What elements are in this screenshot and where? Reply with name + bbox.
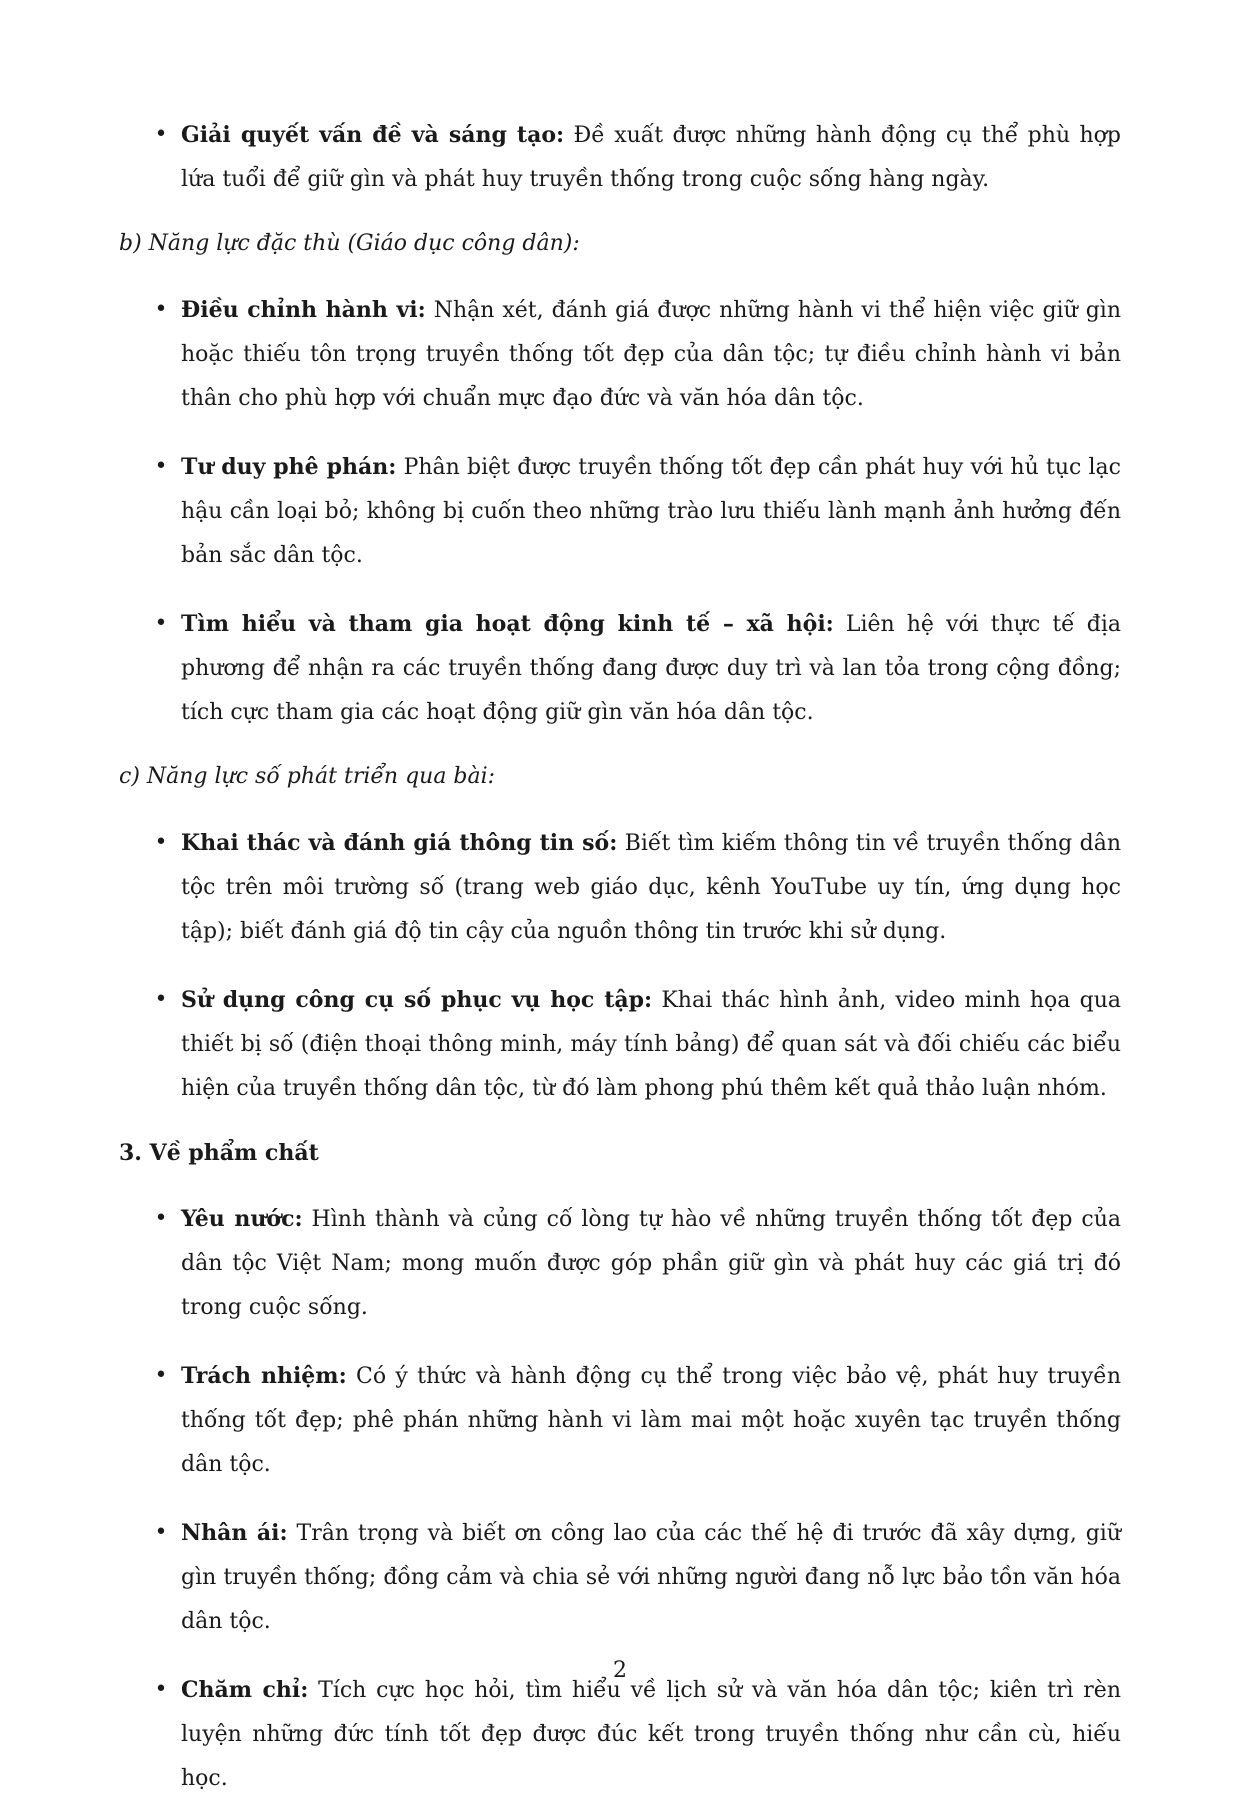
item-text: Đề xuất được những hành động cụ thể phù hợp lứa tuổi để giữ gìn và phát huy truyền thống trong cuộc sống hàng ngày. [181,123,1121,192]
list-item [154,288,1121,421]
subheading-b: b) Năng lực đặc thù (Giáo dục công dân): [119,231,580,256]
list-item [154,602,1121,735]
section-b-list [119,288,1121,735]
item-term: Nhân ái: [181,1520,288,1546]
section-heading-3: 3. Về phẩm chất [119,1140,319,1166]
item-text: Có ý thức và hành động cụ thể trong việc bảo vệ, phát huy truyền thống tốt đẹp; phê phán những hành vi làm mai một hoặc xuyên tạc truyền thống dân tộc. [181,1364,1122,1477]
item-text: Phân biệt được truyền thống tốt đẹp cần phát huy với hủ tục lạc hậu cần loại bỏ; không bị cuốn theo những trào lưu thiếu lành mạnh ảnh hưởng đến bản sắc dân tộc. [181,455,1121,568]
bullet-icon: • [154,987,168,1012]
list-item [154,1354,1122,1487]
item-text: Biết tìm kiếm thông tin về truyền thống dân tộc trên môi trường số (trang web giáo dục, kênh YouTube uy tín, ứng dụng học tập); biết đánh giá độ tin cậy của nguồn thông tin trước khi sử dụng. [181,831,1122,944]
bullet-icon: • [154,1520,168,1545]
section-3-list [119,1197,1121,1801]
bullet-icon: • [154,122,168,147]
list-item [154,445,1121,578]
bullet-icon: • [154,1206,168,1231]
list-item [154,113,1121,202]
item-term: Trách nhiệm: [181,1363,347,1389]
bullet-icon: • [154,830,168,855]
list-item [154,1197,1122,1330]
item-text: Trân trọng và biết ơn công lao của các thế hệ đi trước đã xây dựng, giữ gìn truyền thống; đồng cảm và chia sẻ với những người đang nỗ lực bảo tồn văn hóa dân tộc. [181,1521,1122,1634]
list-item [154,1668,1121,1801]
item-term: Khai thác và đánh giá thông tin số: [181,830,618,856]
bullet-icon: • [154,454,168,479]
bullet-icon: • [154,611,168,636]
subheading-c: c) Năng lực số phát triển qua bài: [119,764,496,789]
bullet-icon: • [154,1677,168,1702]
page-content [119,113,1121,1801]
item-text: Liên hệ với thực tế địa phương để nhận ra các truyền thống đang được duy trì và lan tỏa trong cộng đồng; tích cực tham gia các hoạt động giữ gìn văn hóa dân tộc. [181,612,1121,725]
item-term: Giải quyết vấn đề và sáng tạo: [181,122,565,148]
list-item [154,821,1122,954]
item-term: Tìm hiểu và tham gia hoạt động kinh tế – xã hội: [181,611,834,637]
item-term: Điều chỉnh hành vi: [181,297,426,323]
item-text: Khai thác hình ảnh, video minh họa qua thiết bị số (điện thoại thông minh, máy tính bảng) để quan sát và đối chiếu các biểu hiện của truyền thống dân tộc, từ đó làm phong phú thêm kết quả thảo luận nhóm. [181,988,1121,1101]
item-text: Hình thành và củng cố lòng tự hào về những truyền thống tốt đẹp của dân tộc Việt Nam; mong muốn được góp phần giữ gìn và phát huy các giá trị đó trong cuộc sống. [181,1207,1122,1320]
page-number: 2 [613,1658,627,1683]
item-term: Sử dụng công cụ số phục vụ học tập: [181,987,653,1013]
item-term: Chăm chỉ: [181,1677,309,1703]
list-item [154,1511,1122,1644]
item-text: Nhận xét, đánh giá được những hành vi thể hiện việc giữ gìn hoặc thiếu tôn trọng truyền thống tốt đẹp của dân tộc; tự điều chỉnh hành vi bản thân cho phù hợp với chuẩn mực đạo đức và văn hóa dân tộc. [181,298,1121,411]
item-term: Tư duy phê phán: [181,454,397,480]
item-term: Yêu nước: [181,1206,303,1232]
item-text: Tích cực học hỏi, tìm hiểu về lịch sử và văn hóa dân tộc; kiên trì rèn luyện những đức tính tốt đẹp được đúc kết trong truyền thống như cần cù, hiếu học. [181,1678,1121,1791]
bullet-icon: • [154,1363,168,1388]
section-c-list [119,821,1121,1111]
intro-list [119,113,1121,202]
bullet-icon: • [154,297,168,322]
list-item [154,978,1121,1111]
